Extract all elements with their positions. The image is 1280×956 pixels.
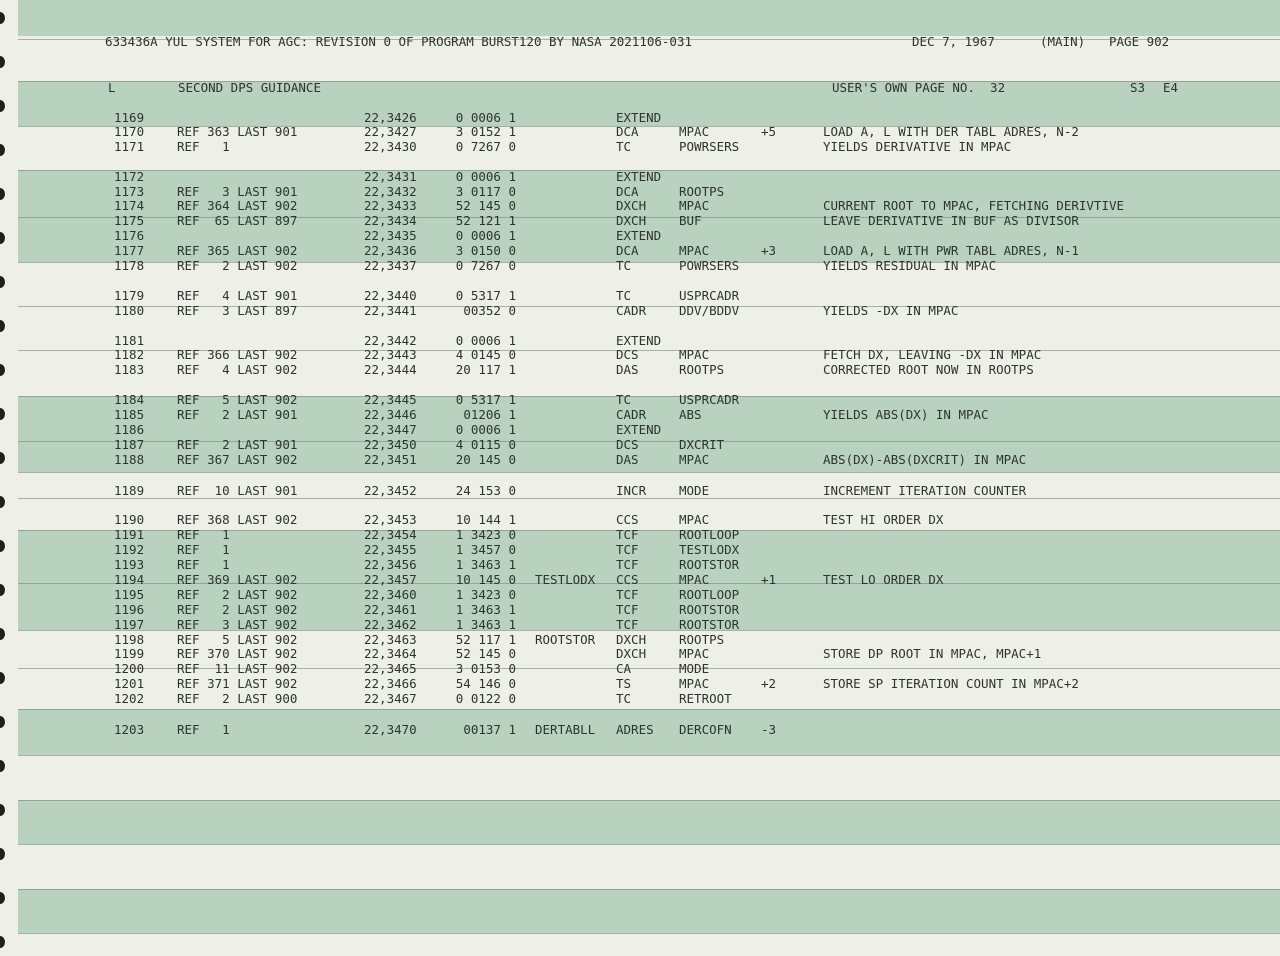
opcode: DCS [616,347,639,362]
octal-code: 1 3463 1 [455,617,516,632]
line-number: 1194 [114,572,145,587]
operand: MPAC [679,646,710,661]
listing-row [0,392,1280,407]
operand-increment: +2 [761,676,777,691]
operand: POWRSERS [679,139,740,154]
memory-address: 22,3455 [364,542,417,557]
line-number: 1192 [114,542,145,557]
comment: STORE SP ITERATION COUNT IN MPAC+2 [823,676,1079,691]
line-number: 1176 [114,228,145,243]
opcode: EXTEND [616,228,662,243]
operand: DERCOFN [679,722,732,737]
operand: ROOTPS [679,632,725,647]
section-code-s3: S3 [1130,80,1146,95]
opcode: TCF [616,557,639,572]
line-number: 1200 [114,661,145,676]
operand: MPAC [679,572,710,587]
octal-code: 3 0117 0 [455,184,516,199]
operand-increment: +5 [761,124,777,139]
line-number: 1193 [114,557,145,572]
comment: LOAD A, L WITH PWR TABL ADRES, N-1 [823,243,1079,258]
feed-hole [0,276,5,288]
octal-code: 1 3463 1 [455,557,516,572]
feed-hole [0,936,5,948]
memory-address: 22,3442 [364,333,417,348]
listing-row [0,184,1280,199]
opcode: ADRES [616,722,654,737]
opcode: TS [616,676,632,691]
line-number: 1171 [114,139,145,154]
memory-address: 22,3434 [364,213,417,228]
cross-reference: REF 5 LAST 902 [177,392,298,407]
comment: YIELDS -DX IN MPAC [823,303,959,318]
opcode: TC [616,139,632,154]
listing-row [0,617,1280,632]
line-number: 1178 [114,258,145,273]
listing-row [0,243,1280,258]
memory-address: 22,3461 [364,602,417,617]
memory-address: 22,3457 [364,572,417,587]
cross-reference: REF 371 LAST 902 [177,676,298,691]
cross-reference: REF 369 LAST 902 [177,572,298,587]
opcode: EXTEND [616,169,662,184]
rule-line [18,709,1280,710]
rule-line [18,844,1280,845]
cross-reference: REF 1 [177,557,230,572]
rule-line [18,755,1280,756]
listing-row [0,587,1280,602]
feed-hole [0,320,5,332]
rule-line [18,889,1280,890]
comment: TEST HI ORDER DX [823,512,944,527]
octal-code: 0 7267 0 [455,258,516,273]
listing-row [0,646,1280,661]
operand: USPRCADR [679,392,740,407]
line-number: 1170 [114,124,145,139]
octal-code: 0 0006 1 [455,422,516,437]
cross-reference: REF 2 LAST 902 [177,587,298,602]
operand: RETROOT [679,691,732,706]
memory-address: 22,3447 [364,422,417,437]
octal-code: 0 0122 0 [455,691,516,706]
line-number: 1188 [114,452,145,467]
opcode: TC [616,392,632,407]
line-number: 1180 [114,303,145,318]
line-number: 1173 [114,184,145,199]
opcode: TCF [616,542,639,557]
line-number: 1177 [114,243,145,258]
cross-reference: REF 3 LAST 901 [177,184,298,199]
listing-row [0,512,1280,527]
label: ROOTSTOR [535,632,596,647]
opcode: EXTEND [616,422,662,437]
octal-code: 0 0006 1 [455,110,516,125]
opcode: TC [616,288,632,303]
listing-row [0,632,1280,647]
feed-hole [0,848,5,860]
comment: CORRECTED ROOT NOW IN ROOTPS [823,362,1034,377]
comment: LOAD A, L WITH DER TABL ADRES, N-2 [823,124,1079,139]
listing-row [0,213,1280,228]
octal-code: 3 0153 0 [455,661,516,676]
opcode: TCF [616,587,639,602]
cross-reference: REF 363 LAST 901 [177,124,298,139]
comment: CURRENT ROOT TO MPAC, FETCHING DERIVTIVE [823,198,1125,213]
octal-code: 0 5317 1 [455,288,516,303]
cross-reference: REF 11 LAST 902 [177,661,298,676]
octal-code: 0 0006 1 [455,228,516,243]
operand: ABS [679,407,702,422]
opcode: DAS [616,362,639,377]
cross-reference: REF 3 LAST 902 [177,617,298,632]
operand-increment: +1 [761,572,777,587]
line-number: 1195 [114,587,145,602]
operand: MPAC [679,676,710,691]
octal-code: 1 3457 0 [455,542,516,557]
cross-reference: REF 364 LAST 902 [177,198,298,213]
memory-address: 22,3462 [364,617,417,632]
header-date: DEC 7, 1967 [912,34,995,49]
cross-reference: REF 3 LAST 897 [177,303,298,318]
opcode: TC [616,691,632,706]
memory-address: 22,3432 [364,184,417,199]
header-mode: (MAIN) [1040,34,1086,49]
line-number: 1202 [114,691,145,706]
listing-row [0,347,1280,362]
opcode: CCS [616,572,639,587]
cross-reference: REF 365 LAST 902 [177,243,298,258]
octal-code: 0 0006 1 [455,169,516,184]
operand: POWRSERS [679,258,740,273]
cross-reference: REF 1 [177,722,230,737]
octal-code: 0 5317 1 [455,392,516,407]
operand: ROOTLOOP [679,527,740,542]
memory-address: 22,3440 [364,288,417,303]
operand: ROOTPS [679,362,725,377]
opcode: EXTEND [616,110,662,125]
line-number: 1181 [114,333,145,348]
opcode: DCA [616,243,639,258]
memory-address: 22,3467 [364,691,417,706]
cross-reference: REF 1 [177,542,230,557]
memory-address: 22,3464 [364,646,417,661]
line-number: 1172 [114,169,145,184]
listing-row [0,228,1280,243]
page-header [0,34,1280,49]
octal-code: 0 0006 1 [455,333,516,348]
header-title: 633436A YUL SYSTEM FOR AGC: REVISION 0 OF PROGRAM BURST120 BY NASA 2021106-031 [105,34,692,49]
operand: ROOTLOOP [679,587,740,602]
memory-address: 22,3437 [364,258,417,273]
memory-address: 22,3446 [364,407,417,422]
cross-reference: REF 370 LAST 902 [177,646,298,661]
memory-address: 22,3470 [364,722,417,737]
cross-reference: REF 367 LAST 902 [177,452,298,467]
octal-code: 52 145 0 [455,646,516,661]
line-number: 1201 [114,676,145,691]
octal-code: 24 153 0 [455,483,516,498]
rule-line [18,800,1280,801]
cross-reference: REF 65 LAST 897 [177,213,298,228]
operand-increment: -3 [761,722,777,737]
operand: DXCRIT [679,437,725,452]
opcode: DCA [616,124,639,139]
octal-code: 01206 1 [463,407,516,422]
operand: ROOTSTOR [679,617,740,632]
memory-address: 22,3466 [364,676,417,691]
memory-address: 22,3444 [364,362,417,377]
memory-address: 22,3451 [364,452,417,467]
listing-row [0,362,1280,377]
operand: DDV/BDDV [679,303,740,318]
line-number: 1179 [114,288,145,303]
comment: ABS(DX)-ABS(DXCRIT) IN MPAC [823,452,1027,467]
listing-row [0,661,1280,676]
comment: TEST LO ORDER DX [823,572,944,587]
memory-address: 22,3435 [364,228,417,243]
line-number: 1182 [114,347,145,362]
listing-row [0,722,1280,737]
section-code-e4: E4 [1163,80,1179,95]
operand: BUF [679,213,702,228]
opcode: CADR [616,303,647,318]
listing-row [0,288,1280,303]
operand: MPAC [679,243,710,258]
listing-row [0,303,1280,318]
rule-line [18,498,1280,499]
line-number: 1197 [114,617,145,632]
listing-row [0,124,1280,139]
operand: USPRCADR [679,288,740,303]
green-band [18,0,1280,36]
opcode: DXCH [616,198,647,213]
listing-row [0,542,1280,557]
octal-code: 10 145 0 [455,572,516,587]
cross-reference: REF 10 LAST 901 [177,483,298,498]
octal-code: 1 3463 1 [455,602,516,617]
memory-address: 22,3431 [364,169,417,184]
opcode: DCA [616,184,639,199]
opcode: CCS [616,512,639,527]
listing-row [0,169,1280,184]
cross-reference: REF 2 LAST 902 [177,602,298,617]
listing-row [0,691,1280,706]
opcode: TCF [616,527,639,542]
cross-reference: REF 368 LAST 902 [177,512,298,527]
listing-row [0,333,1280,348]
operand: MPAC [679,512,710,527]
operand: ROOTSTOR [679,602,740,617]
octal-code: 3 0152 1 [455,124,516,139]
comment: YIELDS ABS(DX) IN MPAC [823,407,989,422]
octal-code: 54 146 0 [455,676,516,691]
octal-code: 20 145 0 [455,452,516,467]
operand: ROOTPS [679,184,725,199]
cross-reference: REF 4 LAST 901 [177,288,298,303]
comment: YIELDS DERIVATIVE IN MPAC [823,139,1012,154]
memory-address: 22,3465 [364,661,417,676]
line-number: 1189 [114,483,145,498]
listing-row [0,422,1280,437]
octal-code: 4 0115 0 [455,437,516,452]
memory-address: 22,3436 [364,243,417,258]
feed-hole [0,804,5,816]
feed-hole [0,12,5,24]
octal-code: 1 3423 0 [455,587,516,602]
label: TESTLODX [535,572,596,587]
octal-code: 0 7267 0 [455,139,516,154]
memory-address: 22,3433 [364,198,417,213]
rule-line [18,933,1280,934]
cross-reference: REF 5 LAST 902 [177,632,298,647]
listing-row [0,258,1280,273]
opcode: DCS [616,437,639,452]
opcode: CA [616,661,632,676]
opcode: TCF [616,617,639,632]
listing-row [0,483,1280,498]
operand: MPAC [679,452,710,467]
octal-code: 52 145 0 [455,198,516,213]
cross-reference: REF 2 LAST 902 [177,258,298,273]
comment: STORE DP ROOT IN MPAC, MPAC+1 [823,646,1042,661]
rule-line [18,472,1280,473]
octal-code: 10 144 1 [455,512,516,527]
cross-reference: REF 2 LAST 901 [177,407,298,422]
cross-reference: REF 1 [177,527,230,542]
octal-code: 4 0145 0 [455,347,516,362]
line-number: 1196 [114,602,145,617]
listing-row [0,110,1280,125]
memory-address: 22,3456 [364,557,417,572]
section-title: SECOND DPS GUIDANCE [178,80,321,95]
comment: YIELDS RESIDUAL IN MPAC [823,258,997,273]
operand: TESTLODX [679,542,740,557]
listing-row [0,407,1280,422]
memory-address: 22,3426 [364,110,417,125]
opcode: TC [616,258,632,273]
user-page-number: USER'S OWN PAGE NO. 32 [832,80,1006,95]
cross-reference: REF 2 LAST 900 [177,691,298,706]
operand-increment: +3 [761,243,777,258]
listing-row [0,452,1280,467]
listing-row [0,437,1280,452]
cross-reference: REF 366 LAST 902 [177,347,298,362]
operand: MPAC [679,198,710,213]
section-header [0,80,1280,95]
memory-address: 22,3452 [364,483,417,498]
memory-address: 22,3460 [364,587,417,602]
listing-row [0,572,1280,587]
opcode: DXCH [616,213,647,228]
feed-hole [0,892,5,904]
listing-row [0,139,1280,154]
memory-address: 22,3453 [364,512,417,527]
opcode: CADR [616,407,647,422]
green-band [18,800,1280,844]
memory-address: 22,3427 [364,124,417,139]
line-number: 1191 [114,527,145,542]
label: DERTABLL [535,722,596,737]
operand: ROOTSTOR [679,557,740,572]
listing-row [0,557,1280,572]
line-number: 1187 [114,437,145,452]
listing-row [0,527,1280,542]
listing-row [0,676,1280,691]
cross-reference: REF 4 LAST 902 [177,362,298,377]
operand: MODE [679,483,710,498]
line-number: 1169 [114,110,145,125]
header-page: PAGE 902 [1109,34,1170,49]
operand: MPAC [679,124,710,139]
memory-address: 22,3443 [364,347,417,362]
line-number: 1184 [114,392,145,407]
octal-code: 1 3423 0 [455,527,516,542]
listing-row [0,198,1280,213]
octal-code: 3 0150 0 [455,243,516,258]
line-number: 1199 [114,646,145,661]
comment: INCREMENT ITERATION COUNTER [823,483,1027,498]
octal-code: 20 117 1 [455,362,516,377]
comment: FETCH DX, LEAVING -DX IN MPAC [823,347,1042,362]
octal-code: 52 121 1 [455,213,516,228]
opcode: DAS [616,452,639,467]
opcode: INCR [616,483,647,498]
line-number: 1183 [114,362,145,377]
octal-code: 00137 1 [463,722,516,737]
line-number: 1175 [114,213,145,228]
memory-address: 22,3441 [364,303,417,318]
octal-code: 52 117 1 [455,632,516,647]
operand: MPAC [679,347,710,362]
listing-row [0,602,1280,617]
opcode: TCF [616,602,639,617]
operand: MODE [679,661,710,676]
memory-address: 22,3454 [364,527,417,542]
cross-reference: REF 2 LAST 901 [177,437,298,452]
opcode: DXCH [616,632,647,647]
opcode: DXCH [616,646,647,661]
memory-address: 22,3430 [364,139,417,154]
comment: LEAVE DERIVATIVE IN BUF AS DIVISOR [823,213,1079,228]
feed-hole [0,760,5,772]
cross-reference: REF 1 [177,139,230,154]
line-number: 1185 [114,407,145,422]
octal-code: 00352 0 [463,303,516,318]
line-number: 1174 [114,198,145,213]
line-number: 1186 [114,422,145,437]
memory-address: 22,3450 [364,437,417,452]
section-log-letter: L [108,80,116,95]
line-number: 1190 [114,512,145,527]
line-number: 1203 [114,722,145,737]
green-band [18,889,1280,933]
memory-address: 22,3445 [364,392,417,407]
line-number: 1198 [114,632,145,647]
opcode: EXTEND [616,333,662,348]
memory-address: 22,3463 [364,632,417,647]
